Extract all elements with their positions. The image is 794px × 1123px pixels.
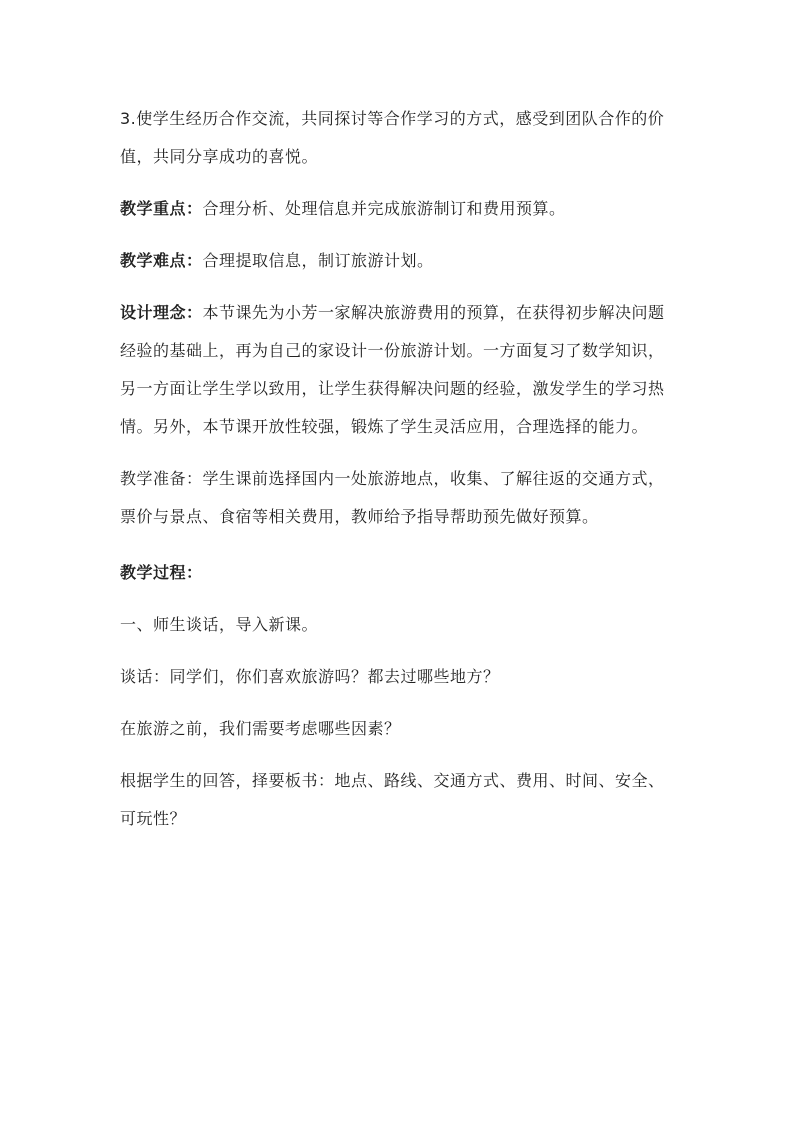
key-point-paragraph: [120, 190, 680, 228]
difficulty-paragraph: [120, 242, 680, 280]
key-point-text: 合理分析、处理信息并完成旅游制订和费用预算。: [202, 199, 566, 218]
design-concept-label: 设计理念：: [120, 303, 203, 322]
key-point-label: 教学重点：: [120, 199, 203, 218]
design-concept-paragraph: [120, 294, 680, 446]
objective-paragraph: 3.使学生经历合作交流，共同探讨等合作学习的方式，感受到团队合作的价值，共同分享成功的喜悦。: [120, 109, 665, 166]
section-one-heading: 一、师生谈话，导入新课。: [120, 615, 319, 634]
design-concept-text: 本节课先为小芳一家解决旅游费用的预算，在获得初步解决问题经验的基础上，再为自己的家设计一份旅游计划。一方面复习了数学知识，另一方面让学生学以致用，让学生获得解决问题的经验，激发学生的学习热情。另外，本节课开放性较强，锻炼了学生灵活应用，合理选择的能力。: [120, 303, 665, 436]
dialogue-paragraph: 谈话：同学们，你们喜欢旅游吗？都去过哪些地方？: [120, 667, 500, 686]
preparation-paragraph: 教学准备：学生课前选择国内一处旅游地点，收集、了解往返的交通方式，票价与景点、食宿等相关费用，教师给予指导帮助预先做好预算。: [120, 469, 665, 526]
board-paragraph: 根据学生的回答，择要板书：地点、路线、交通方式、费用、时间、安全、可玩性？: [120, 771, 665, 828]
question-paragraph: 在旅游之前，我们需要考虑哪些因素？: [120, 719, 401, 738]
process-heading: 教学过程：: [120, 563, 203, 582]
difficulty-label: 教学难点：: [120, 251, 203, 270]
difficulty-text: 合理提取信息，制订旅游计划。: [202, 251, 434, 270]
document-page: [120, 100, 680, 838]
